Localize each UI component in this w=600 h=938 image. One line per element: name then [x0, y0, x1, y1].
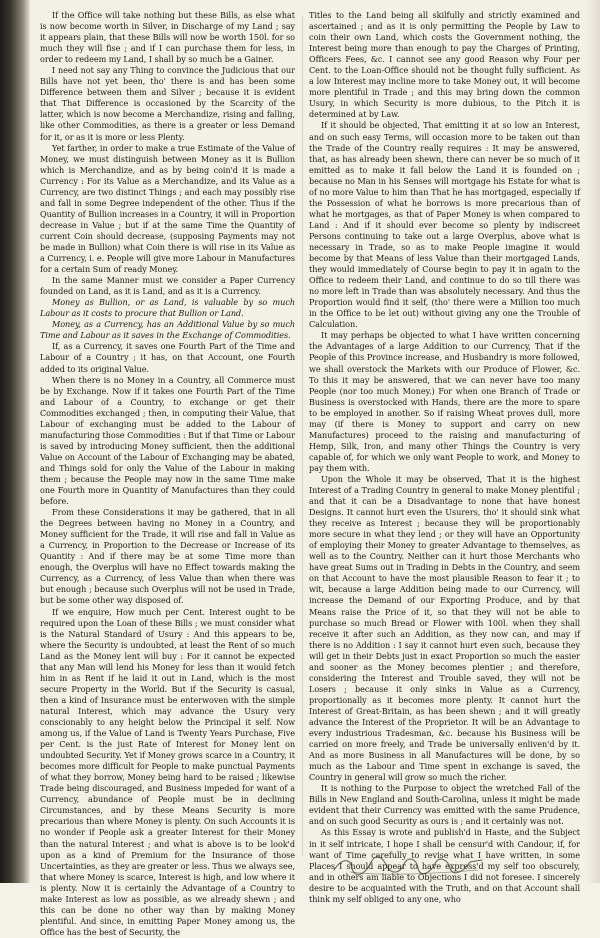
paragraph: Titles to the Land being all skilfully and strictly examined and ascertained ; and as it is only permitting the People by Law to coin their own Land, which costs the Government nothing, the Interest being more than enough to pay the Charges of Printing, Officers Fees, &c. I cannot see any good Reason why Four per Cent. to the Loan-Office should not be thought fully sufficient. As a low Interest may incline more to take Money out, it will become more plentiful in Trade ; and this may bring down the common Usury, in which Security is more dubious, to the Pitch it is determined at by Law. — [309, 10, 580, 120]
paragraph: If, as a Currency, it saves one Fourth Part of the Time and Labour of a Country ; it has, on that Account, one Fourth added to its original Value. — [40, 341, 295, 374]
paragraph: Upon the Whole it may be observed, That it is the highest Interest of a Trading Country in general to make Money plentiful ; and that it can be a Disadvantage to none that have honest Designs. It cannot hurt even the Usurers, tho' it should sink what they receive as Interest ; because they will be proportionably more secure in what they lend ; or they will have an Opportunity of employing their Money to greater Advantage to themselves, as well as to the Country. Neither can it hurt those Merchants who have great Sums out in Trading in Debts in the Country, and seem on that Account to have the most plausible Reason to fear it ; to wit, because a large Addition being made to our Currency, will increase the Demand of our Exporting Produce, and by that Means raise the Price of it, so that they will not be able to purchase so much Bread or Flower with 100l. when they shall receive it after such an Addition, as they now can, and may if there is no Addition : I say it cannot hurt even such, because they will get in their Debts just in exact Proportion so much the easier and sooner as the Money becomes plentier ; and therefore, considering the Interest and Trouble saved, they will not be Losers ; because it only sinks in Value as a Currency, proportionally as it becomes more plenty. It cannot hurt the Interest of Great-Britain, as has been shewn ; and it will greatly advance the Interest of the Proprietor. It will be an Advantage to every industrious Tradesman, &c. because his Business will be carried on more freely, and Trade be universally enliven'd by it. And as more Business in all Manufactures will be done, by so much as the Labour and Time spent in exchange is saved, the Country in general will grow so much the richer. — [309, 473, 580, 783]
book-binding-shadow — [0, 0, 30, 883]
paragraph: As this Essay is wrote and publish'd in Haste, and the Subject in it self intricate, I hope I shall be censur'd with Candour, if, for want of Time carefully to revise what I have written, in some Places I should appear to have express'd my self too obscurely, and in others am liable to Objections I did not foresee. I sincerely desire to be acquainted with the Truth, and on that Account shall think my self obliged to any one, who — [309, 827, 580, 904]
paragraph: If we enquire, How much per Cent. Interest ought to be required upon the Loan of these Bills ; we must consider what is the Natural Standard of Usury : And this appears to be, where the Security is undoubted, at least the Rent of so much Land as the Money lent will buy : For it cannot be expected that any Man will lend his Money for less than it would fetch him in as Rent if he laid it out in Land, which is the most secure Property in the World. But if the Security is casual, then a kind of Insurance must be enterwoven with the simple natural Interest, which may advance the Usury very conscionably to any height below the Principal it self. Now among us, if the Value of Land is Twenty Years Purchase, Five per Cent. is the just Rate of Interest for Money lent on undoubted Security. Yet if Money grows scarce in a Country, it becomes more difficult for People to make punctual Payments of what they borrow, Money being hard to be raised ; likewise Trade being discouraged, and Business impeded for want of a Currency, abundance of People must be in declining Circumstances, and by these Means Security is more precarious than where Money is plenty. On such Accounts it is no wonder if People ask a greater Interest for their Money than the natural Interest ; and what is above is to be look'd upon as a kind of Premium for the Insurance of those Uncertainties, as they are greater or less. Thus we always see, that where Money is scarce, Interest is high, and low where it is plenty. Now it is certainly the Advantage of a Country to make Interest as low as possible, as we already shewn ; and this can be done no other way than by making Money plentiful. And since, in emitting Paper Money among us, the Office has the best of Security, the — [40, 606, 295, 937]
paragraph: From these Considerations it may be gathered, that in all the Degrees between having no Money in a Country, and Money sufficient for the Trade, it will rise and fall in Value as a Currency, in Proportion to the Decrease or Increase of its Quantity : And if there may be at some Time more than enough, the Overplus will have no Effect towards making the Currency, as a Currency, of less Value than when there was but enough ; because such Overplus will not be used in Trade, but be some other way disposed of. — [40, 507, 295, 606]
right-text-column — [309, 10, 580, 904]
paragraph: If the Office will take nothing but these Bills, as else what is now become worth in Silver, in Discharge of my Land ; say it appears plain, that these Bills will now be worth 150l. for so much they will fise ; and if I can purchase them for less, in order to redeem my Land, I shall by so much be a Gainer. — [40, 10, 295, 65]
handwritten-signature — [330, 852, 490, 878]
paragraph-italic: Money, as a Currency, has an Additional Value by so much Time and Labour as it saves in the Exchange of Commodities. — [40, 319, 295, 341]
paragraph: It is nothing to the Purpose to object the wretched Fall of the Bills in New England and South-Carolina, unless it might be made evident that their Currency was emitted with the same Prudence, and on such good Security as ours is ; and it certainly was not. — [309, 783, 580, 827]
paragraph: Yet farther, in order to make a true Estimate of the Value of Money, we must distinguish between Money as it is Bullion which is Merchandize, and as by being coin'd it is made a Currency : For its Value as a Merchandize, and its Value as a Currency, are two distinct Things ; and each may possibly rise and fall in some Degree independent of the other. Thus if the Quantity of Bullion increases in a Country, it will in Proportion decrease in Value ; but if at the same Time the Quantity of current Coin should decrease, (supposing Payments may not be made in Bullion) what Coin there is will rise in its Value as a Currency, i. e. People will give more Labour in Manufactures for a certain Sum of ready Money. — [40, 142, 295, 275]
paragraph-italic: Money as Bullion, or as Land, is valuable by so much Labour as it costs to procure that Bullion or Land. — [40, 297, 295, 319]
paragraph: When there is no Money in a Country, all Commerce must be by Exchange. Now if it takes one Fourth Part of the Time and Labour of a Country, to exchange or get their Commodities exchanged ; then, in computing their Value, that Labour of exchanging must be added to the Labour of manufacturing those Commodities : But if that Time or Labour is saved by introducing Money sufficient, then the additional Value on Account of the Labour of Exchanging may be abated, and Things sold for only the Value of the Labour in making them ; because the People may now in the same Time make one Fourth more in Quantity of Manufactures than they could before. — [40, 374, 295, 507]
left-text-column — [40, 10, 295, 937]
paragraph: It may perhaps be objected to what I have written concerning the Advantages of a large Addition to our Currency, That if the People of this Province increase, and Husbandry is more followed, we shall overstock the Markets with our Produce of Flower, &c. To this it may be answered, that we can never have too many People (nor too much Money.) For when one Branch of Trade or Business is overstocked with Hands, there are the more to spare to be employed in another. So if raising Wheat proves dull, more may (if there is Money to support and carry on new Manufactures) proceed to the raising and manufacturing of Hemp, Silk, Iron, and many other Things the Country is very capable of, for which we only want People to work, and Money to pay them with. — [309, 330, 580, 473]
paragraph: I need not say any Thing to convince the Judicious that our Bills have not yet been, tho' there is and has been some Difference between them and Silver ; because it is evident that That Difference is occasioned by the Scarcity of the latter, which is now become a Merchandize, rising and falling, like other Commodities, as there is a greater or less Demand for it, or as it is more or less Plenty. — [40, 65, 295, 142]
page-edge-shadow — [586, 0, 600, 883]
paragraph: In the same Manner must we consider a Paper Currency founded on Land, as it is Land, and as it is a Currency. — [40, 275, 295, 297]
paragraph: If it should be objected, That emitting it at so low an Interest, and on such easy Terms, will occasion more to be taken out than the Trade of the Country really requires : It may be answered, that, as has already been shewn, there can never be so much of it emitted as to make it fall below the Land it is founded on ; because no Man in his Senses will mortgage his Estate for what is of no more Value to him than That he has mortgaged, especially if the Possession of what he borrows is more precarious than of what he mortgages, as that of Paper Money is when compared to Land : And if it should ever become so plenty by indiscreet Persons continuing to take out a large Overplus, above what is necessary in Trade, so as to make People imagine it would become by that Means of less Value than their mortgaged Lands, they would immediately of Course begin to pay it in again to the Office to redeem their Land, and continue to do so till there was no more left in Trade than was absolutely necessary. And thus the Proportion would find it self, (tho' there were a Million too much in the Office to be let out) without giving any one the Trouble of Calculation. — [309, 120, 580, 330]
column-divider — [302, 16, 303, 856]
